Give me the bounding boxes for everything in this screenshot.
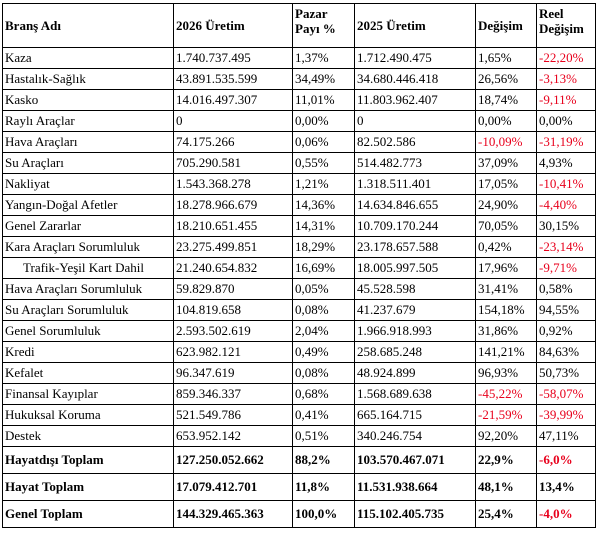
production-2026-cell: 14.016.497.307	[174, 90, 293, 111]
production-2026-cell: 21.240.654.832	[174, 258, 293, 279]
change-cell: 17,05%	[476, 174, 537, 195]
market-share-cell: 88,2%	[293, 447, 355, 474]
production-2025-cell: 14.634.846.655	[355, 195, 476, 216]
table-row	[3, 321, 596, 342]
header-row	[3, 4, 596, 48]
production-2026-cell: 623.982.121	[174, 342, 293, 363]
real-change-cell: 0,00%	[537, 111, 596, 132]
production-2026-cell: 96.347.619	[174, 363, 293, 384]
change-cell: 24,90%	[476, 195, 537, 216]
production-2025-cell: 665.164.715	[355, 405, 476, 426]
market-share-cell: 0,08%	[293, 363, 355, 384]
branch-name-cell: Hayatdışı Toplam	[3, 447, 174, 474]
table-row	[3, 132, 596, 153]
real-change-cell: 94,55%	[537, 300, 596, 321]
production-2025-cell: 23.178.657.588	[355, 237, 476, 258]
real-change-cell: 84,63%	[537, 342, 596, 363]
branch-name-cell: Hastalık-Sağlık	[3, 69, 174, 90]
branch-name-cell: Su Araçları	[3, 153, 174, 174]
production-2026-cell: 705.290.581	[174, 153, 293, 174]
change-cell: 25,4%	[476, 501, 537, 528]
production-2026-cell: 0	[174, 111, 293, 132]
change-cell: 17,96%	[476, 258, 537, 279]
real-change-cell: 47,11%	[537, 426, 596, 447]
market-share-cell: 14,31%	[293, 216, 355, 237]
change-cell: 31,41%	[476, 279, 537, 300]
real-change-cell: -9,11%	[537, 90, 596, 111]
production-2025-cell: 115.102.405.735	[355, 501, 476, 528]
production-2025-cell: 1.318.511.401	[355, 174, 476, 195]
production-2026-cell: 18.278.966.679	[174, 195, 293, 216]
production-2025-cell: 1.966.918.993	[355, 321, 476, 342]
production-2026-cell: 17.079.412.701	[174, 474, 293, 501]
change-cell: 0,00%	[476, 111, 537, 132]
real-change-cell: -31,19%	[537, 132, 596, 153]
market-share-cell: 0,41%	[293, 405, 355, 426]
table-row	[3, 174, 596, 195]
change-cell: 37,09%	[476, 153, 537, 174]
market-share-cell: 34,49%	[293, 69, 355, 90]
change-cell: -45,22%	[476, 384, 537, 405]
branch-name-cell: Hukuksal Koruma	[3, 405, 174, 426]
branch-name-cell: Hayat Toplam	[3, 474, 174, 501]
production-2025-cell: 82.502.586	[355, 132, 476, 153]
change-cell: -21,59%	[476, 405, 537, 426]
change-cell: 18,74%	[476, 90, 537, 111]
real-change-cell: 0,58%	[537, 279, 596, 300]
production-2025-cell: 11.531.938.664	[355, 474, 476, 501]
real-change-cell: 0,92%	[537, 321, 596, 342]
header-branch-name: Branş Adı	[3, 4, 174, 48]
branch-name-cell: Hava Araçları	[3, 132, 174, 153]
market-share-cell: 11,01%	[293, 90, 355, 111]
production-2026-cell: 859.346.337	[174, 384, 293, 405]
market-share-cell: 18,29%	[293, 237, 355, 258]
table-row	[3, 384, 596, 405]
real-change-cell: -4,40%	[537, 195, 596, 216]
production-2025-cell: 1.712.490.475	[355, 48, 476, 69]
table-row	[3, 405, 596, 426]
market-share-cell: 0,05%	[293, 279, 355, 300]
real-change-cell: -4,0%	[537, 501, 596, 528]
table-row	[3, 258, 596, 279]
market-share-cell: 0,06%	[293, 132, 355, 153]
branch-name-cell: Kefalet	[3, 363, 174, 384]
real-change-cell: -10,41%	[537, 174, 596, 195]
production-2026-cell: 144.329.465.363	[174, 501, 293, 528]
market-share-cell: 11,8%	[293, 474, 355, 501]
branch-name-cell: Kasko	[3, 90, 174, 111]
production-2026-cell: 104.819.658	[174, 300, 293, 321]
header-change: Değişim	[476, 4, 537, 48]
table-row	[3, 342, 596, 363]
real-change-cell: -39,99%	[537, 405, 596, 426]
header-production-2026: 2026 Üretim	[174, 4, 293, 48]
branch-name-cell: Genel Zararlar	[3, 216, 174, 237]
change-cell: 70,05%	[476, 216, 537, 237]
table-row	[3, 426, 596, 447]
total-row	[3, 447, 596, 474]
production-2026-cell: 1.740.737.495	[174, 48, 293, 69]
table-row	[3, 216, 596, 237]
market-share-cell: 0,08%	[293, 300, 355, 321]
production-2026-cell: 74.175.266	[174, 132, 293, 153]
market-share-cell: 16,69%	[293, 258, 355, 279]
production-2025-cell: 41.237.679	[355, 300, 476, 321]
production-2026-cell: 23.275.499.851	[174, 237, 293, 258]
branch-name-cell: Destek	[3, 426, 174, 447]
real-change-cell: -9,71%	[537, 258, 596, 279]
table-row	[3, 69, 596, 90]
table-row	[3, 90, 596, 111]
change-cell: 22,9%	[476, 447, 537, 474]
real-change-cell: 4,93%	[537, 153, 596, 174]
branch-name-cell: Su Araçları Sorumluluk	[3, 300, 174, 321]
production-2025-cell: 340.246.754	[355, 426, 476, 447]
table-row	[3, 363, 596, 384]
market-share-cell: 0,00%	[293, 111, 355, 132]
market-share-cell: 100,0%	[293, 501, 355, 528]
change-cell: 0,42%	[476, 237, 537, 258]
real-change-cell: 30,15%	[537, 216, 596, 237]
header-production-2025: 2025 Üretim	[355, 4, 476, 48]
table-row	[3, 237, 596, 258]
change-cell: 92,20%	[476, 426, 537, 447]
branch-name-cell: Nakliyat	[3, 174, 174, 195]
market-share-cell: 0,51%	[293, 426, 355, 447]
production-2025-cell: 48.924.899	[355, 363, 476, 384]
change-cell: 31,86%	[476, 321, 537, 342]
production-2026-cell: 1.543.368.278	[174, 174, 293, 195]
header-real-change: Reel Değişim	[537, 4, 596, 48]
real-change-cell: -23,14%	[537, 237, 596, 258]
real-change-cell: 50,73%	[537, 363, 596, 384]
branch-name-cell: Kara Araçları Sorumluluk	[3, 237, 174, 258]
real-change-cell: -3,13%	[537, 69, 596, 90]
branch-name-cell: Finansal Kayıplar	[3, 384, 174, 405]
table-row	[3, 279, 596, 300]
production-2025-cell: 0	[355, 111, 476, 132]
production-2025-cell: 11.803.962.407	[355, 90, 476, 111]
branch-name-cell: Raylı Araçlar	[3, 111, 174, 132]
production-2026-cell: 43.891.535.599	[174, 69, 293, 90]
table-row	[3, 300, 596, 321]
market-share-cell: 14,36%	[293, 195, 355, 216]
market-share-cell: 0,68%	[293, 384, 355, 405]
production-2025-cell: 1.568.689.638	[355, 384, 476, 405]
change-cell: -10,09%	[476, 132, 537, 153]
production-2026-cell: 59.829.870	[174, 279, 293, 300]
table-row	[3, 153, 596, 174]
branch-name-cell: Genel Sorumluluk	[3, 321, 174, 342]
real-change-cell: -58,07%	[537, 384, 596, 405]
branch-name-cell: Hava Araçları Sorumluluk	[3, 279, 174, 300]
total-row	[3, 474, 596, 501]
real-change-cell: -6,0%	[537, 447, 596, 474]
market-share-cell: 1,37%	[293, 48, 355, 69]
production-2026-cell: 18.210.651.455	[174, 216, 293, 237]
production-2026-cell: 653.952.142	[174, 426, 293, 447]
total-row	[3, 501, 596, 528]
change-cell: 1,65%	[476, 48, 537, 69]
header-market-share: Pazar Payı %	[293, 4, 355, 48]
branch-name-cell: Kaza	[3, 48, 174, 69]
table-row	[3, 48, 596, 69]
table-row	[3, 195, 596, 216]
change-cell: 26,56%	[476, 69, 537, 90]
production-2026-cell: 2.593.502.619	[174, 321, 293, 342]
production-2025-cell: 258.685.248	[355, 342, 476, 363]
production-2026-cell: 127.250.052.662	[174, 447, 293, 474]
market-share-cell: 0,49%	[293, 342, 355, 363]
production-2025-cell: 514.482.773	[355, 153, 476, 174]
branch-name-cell: Kredi	[3, 342, 174, 363]
branch-name-cell: Yangın-Doğal Afetler	[3, 195, 174, 216]
production-2025-cell: 34.680.446.418	[355, 69, 476, 90]
change-cell: 154,18%	[476, 300, 537, 321]
production-2025-cell: 103.570.467.071	[355, 447, 476, 474]
insurance-production-table	[2, 3, 596, 528]
production-2025-cell: 45.528.598	[355, 279, 476, 300]
change-cell: 96,93%	[476, 363, 537, 384]
production-2025-cell: 18.005.997.505	[355, 258, 476, 279]
change-cell: 141,21%	[476, 342, 537, 363]
branch-name-cell: Trafik-Yeşil Kart Dahil	[3, 258, 174, 279]
market-share-cell: 1,21%	[293, 174, 355, 195]
production-2025-cell: 10.709.170.244	[355, 216, 476, 237]
production-2026-cell: 521.549.786	[174, 405, 293, 426]
real-change-cell: -22,20%	[537, 48, 596, 69]
branch-name-cell: Genel Toplam	[3, 501, 174, 528]
table-row	[3, 111, 596, 132]
market-share-cell: 2,04%	[293, 321, 355, 342]
real-change-cell: 13,4%	[537, 474, 596, 501]
table-body	[3, 48, 596, 528]
market-share-cell: 0,55%	[293, 153, 355, 174]
change-cell: 48,1%	[476, 474, 537, 501]
